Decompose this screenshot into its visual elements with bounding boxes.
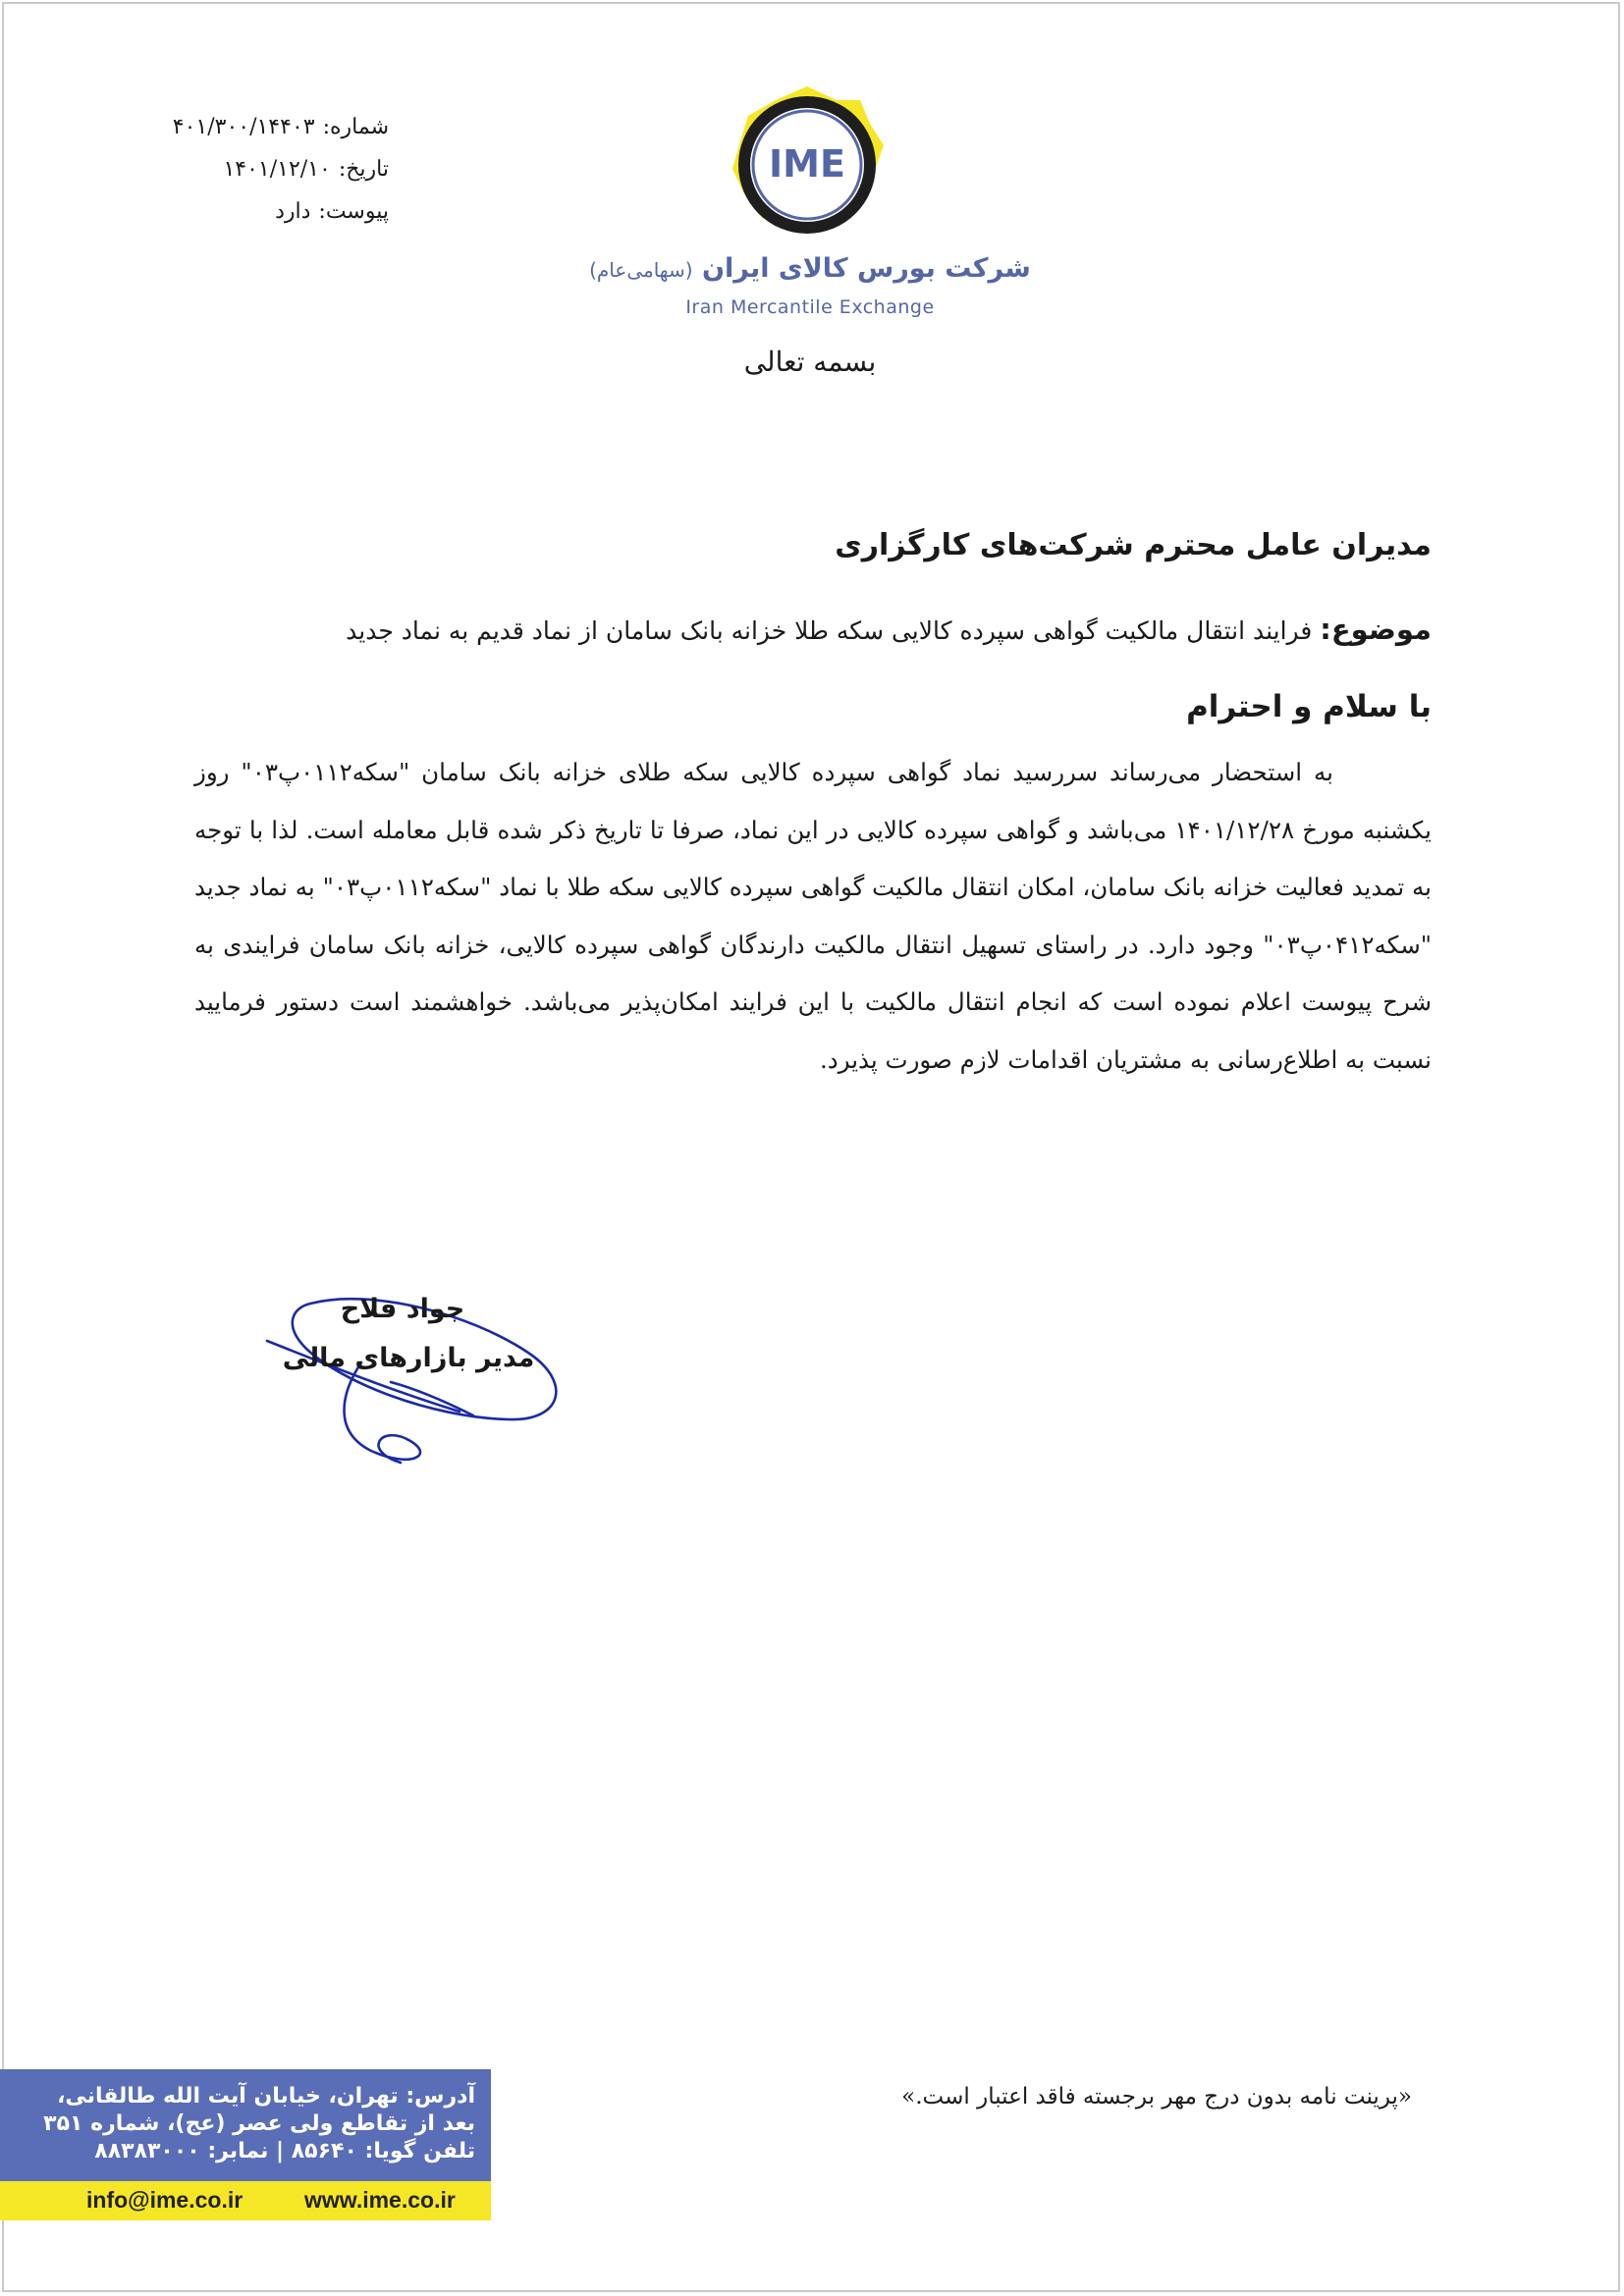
basmala: بسمه تعالی	[743, 346, 877, 378]
signatory-title: مدیر بازارهای مالی	[282, 1343, 535, 1373]
footer-validity-note: «پرینت نامه بدون درج مهر برجسته فاقد اعتبار است.»	[901, 2084, 1412, 2109]
letter-attachment-row	[173, 190, 389, 233]
footer-contact-box	[0, 2069, 491, 2220]
letter-date-row	[173, 148, 389, 190]
greeting: با سلام و احترام	[1186, 689, 1432, 724]
letter-date-value: ۱۴۰۱/۱۲/۱۰	[223, 157, 331, 182]
letter-attachment-label: پیوست:	[318, 199, 389, 224]
footer-address	[27, 2083, 475, 2165]
footer-website-link[interactable]: www.ime.co.ir	[304, 2187, 456, 2213]
company-name-fa-main: شرکت بورس کالای ایران	[701, 253, 1031, 284]
letter-number-value: ۴۰۱/۳۰۰/۱۴۴۰۳	[172, 115, 315, 139]
logo-mark-text: IME	[769, 142, 845, 186]
company-name-fa-sub: (سهامی‌عام)	[589, 258, 693, 282]
company-name-fa	[550, 253, 1070, 284]
signatory-name: جواد فلاح	[340, 1294, 465, 1324]
footer-email-link[interactable]: info@ime.co.ir	[86, 2187, 244, 2213]
subject-label: موضوع:	[1320, 613, 1432, 646]
subject-line	[346, 613, 1432, 646]
letter-metadata	[173, 106, 389, 233]
letter-date-label: تاریخ:	[338, 157, 389, 182]
letter-body: به استحضار می‌رساند سررسید نماد گواهی سپرده کالایی سکه طلای خزانه بانک سامان "سکه۰۱۱۲پ۰۳" روز یکشنبه مورخ ۱۴۰۱/۱۲/۲۸ می‌باشد و گواهی سپرده کالایی در این نماد، صرفا تا تاریخ ذکر شده قابل معامله است. لذا با توجه به تمدید فعالیت خزانه بانک سامان، امکان انتقال مالکیت گواهی سپرده کالایی سکه طلا با نماد "سکه۰۱۱۲پ۰۳" به نماد جدید "سکه۰۴۱۲پ۰۳" وجود دارد. در راستای تسهیل انتقال مالکیت دارندگان گواهی سپرده کالایی، خزانه بانک سامان فرایندی به شرح پیوست اعلام نموده است که انجام انتقال مالکیت با این فرایند امکان‌پذیر می‌باشد. خواهشمند است دستور فرمایید نسبت به اطلاع‌رسانی به مشتریان اقدامات لازم صورت پذیرد.	[194, 758, 1432, 1074]
letter-attachment-value: دارد	[275, 199, 311, 224]
address-line-3: تلفن گویا: ۸۵۶۴۰ | نمابر: ۸۸۳۸۳۰۰۰	[94, 2139, 475, 2163]
footer-blue-band	[0, 2069, 491, 2181]
recipient: مدیران عامل محترم شرکت‌های کارگزاری	[835, 528, 1432, 562]
company-name-en: Iran Mercantile Exchange	[685, 296, 935, 318]
subject-text: فرایند انتقال مالکیت گواهی سپرده کالایی سکه طلا خزانه بانک سامان از نماد قدیم به نماد جدید	[346, 616, 1313, 645]
letter-number-row	[173, 106, 389, 148]
address-line-2: بعد از تقاطع ولی عصر (عج)، شماره ۳۵۱	[43, 2111, 475, 2136]
ime-logo-icon	[727, 84, 888, 245]
address-line-1: آدرس: تهران، خیابان آیت الله طالقانی،	[57, 2084, 475, 2109]
letter-number-label: شماره:	[322, 115, 389, 139]
